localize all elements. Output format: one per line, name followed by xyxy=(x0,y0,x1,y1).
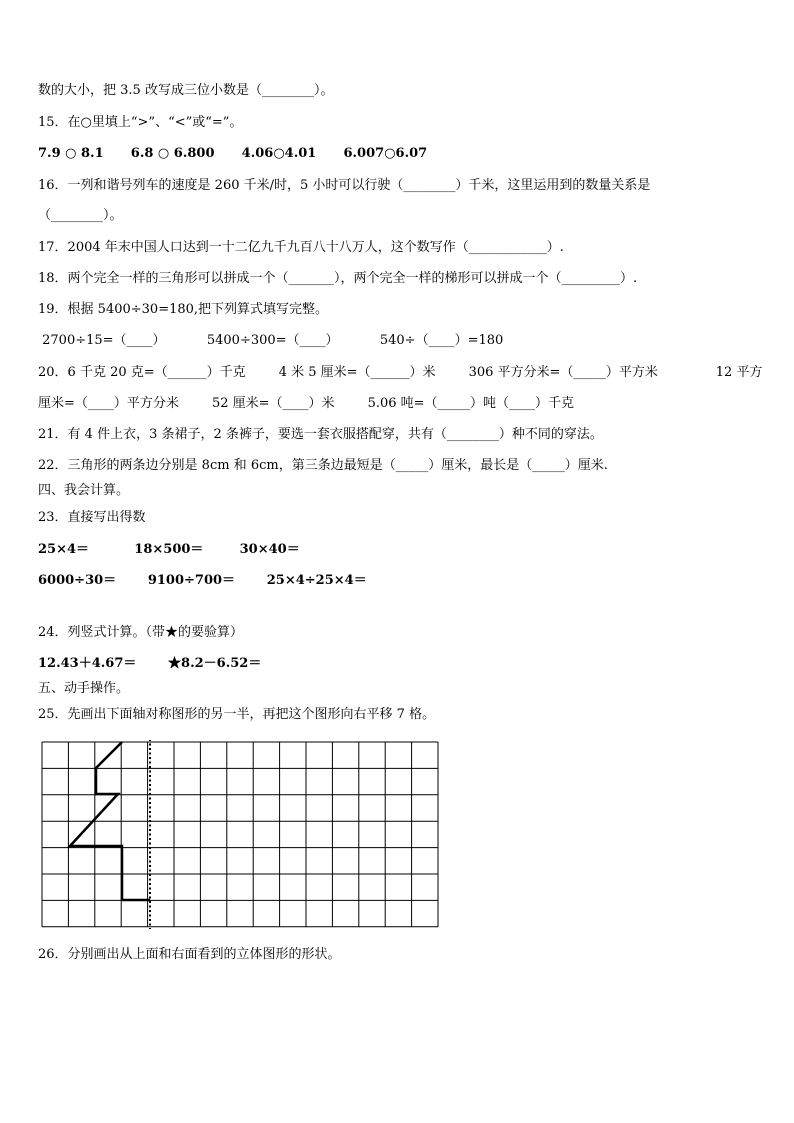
line-1: 数的大小，把 3.5 改写成三位小数是（________）。 xyxy=(38,83,334,98)
q19-items: 2700÷15=（____） 5400÷300=（____） 540÷（____）=180 xyxy=(38,333,504,348)
q26-text: 26．分别画出从上面和右面看到的立体图形的形状。 xyxy=(38,947,341,962)
q23-row-1: 25×4＝ 18×500＝ 30×40＝ xyxy=(38,542,300,557)
q20-text: 20．6 千克 20 克=（______）千克 4 米 5 厘米=（______）米 306 平方分米=（_____）平方米 12 平方 xyxy=(38,365,763,380)
q25-text: 25．先画出下面轴对称图形的另一半，再把这个图形向右平移 7 格。 xyxy=(38,707,436,722)
q24-items: 12.43＋4.67＝ ★8.2－6.52＝ xyxy=(38,656,262,671)
q24-text: 24．列竖式计算。（带★的要验算） xyxy=(38,625,244,640)
section-5-heading: 五、动手操作。 xyxy=(38,681,130,696)
q22-text: 22．三角形的两条边分别是 8cm 和 6cm，第三条边最短是（_____）厘米，最长是（_____）厘米. xyxy=(38,458,608,473)
q15-items: 7.9 ○ 8.1 6.8 ○ 6.800 4.06○4.01 6.007○6.07 xyxy=(38,146,428,161)
grid-lines xyxy=(42,742,438,927)
q20-text-cont: 厘米=（____）平方分米 52 厘米=（____）米 5.06 吨=（_____）吨（____）千克 xyxy=(38,396,575,411)
q17-text: 17．2004 年末中国人口达到一十二亿九千九百八十八万人，这个数写作（____________）. xyxy=(38,240,564,255)
section-4-heading: 四、我会计算。 xyxy=(38,483,130,498)
q21-text: 21．有 4 件上衣，3 条裙子，2 条裤子，要选一套衣服搭配穿，共有（________）种不同的穿法。 xyxy=(38,427,603,442)
q16-blank: （________）。 xyxy=(38,208,123,223)
q18-text: 18．两个完全一样的三角形可以拼成一个（_______），两个完全一样的梯形可以拼成一个（_________）. xyxy=(38,271,638,286)
q19-text: 19．根据 5400÷30=180,把下列算式填写完整。 xyxy=(38,302,329,317)
q23-text: 23．直接写出得数 xyxy=(38,510,146,525)
q15-text: 15．在○里填上“>”、“<”或“=”。 xyxy=(38,115,243,130)
q16-text: 16．一列和谐号列车的速度是 260 千米/时，5 小时可以行驶（________）千米，这里运用到的数量关系是 xyxy=(38,178,651,193)
q23-row-2: 6000÷30＝ 9100÷700＝ 25×4÷25×4＝ xyxy=(38,573,367,588)
q25-grid-figure xyxy=(40,740,440,930)
